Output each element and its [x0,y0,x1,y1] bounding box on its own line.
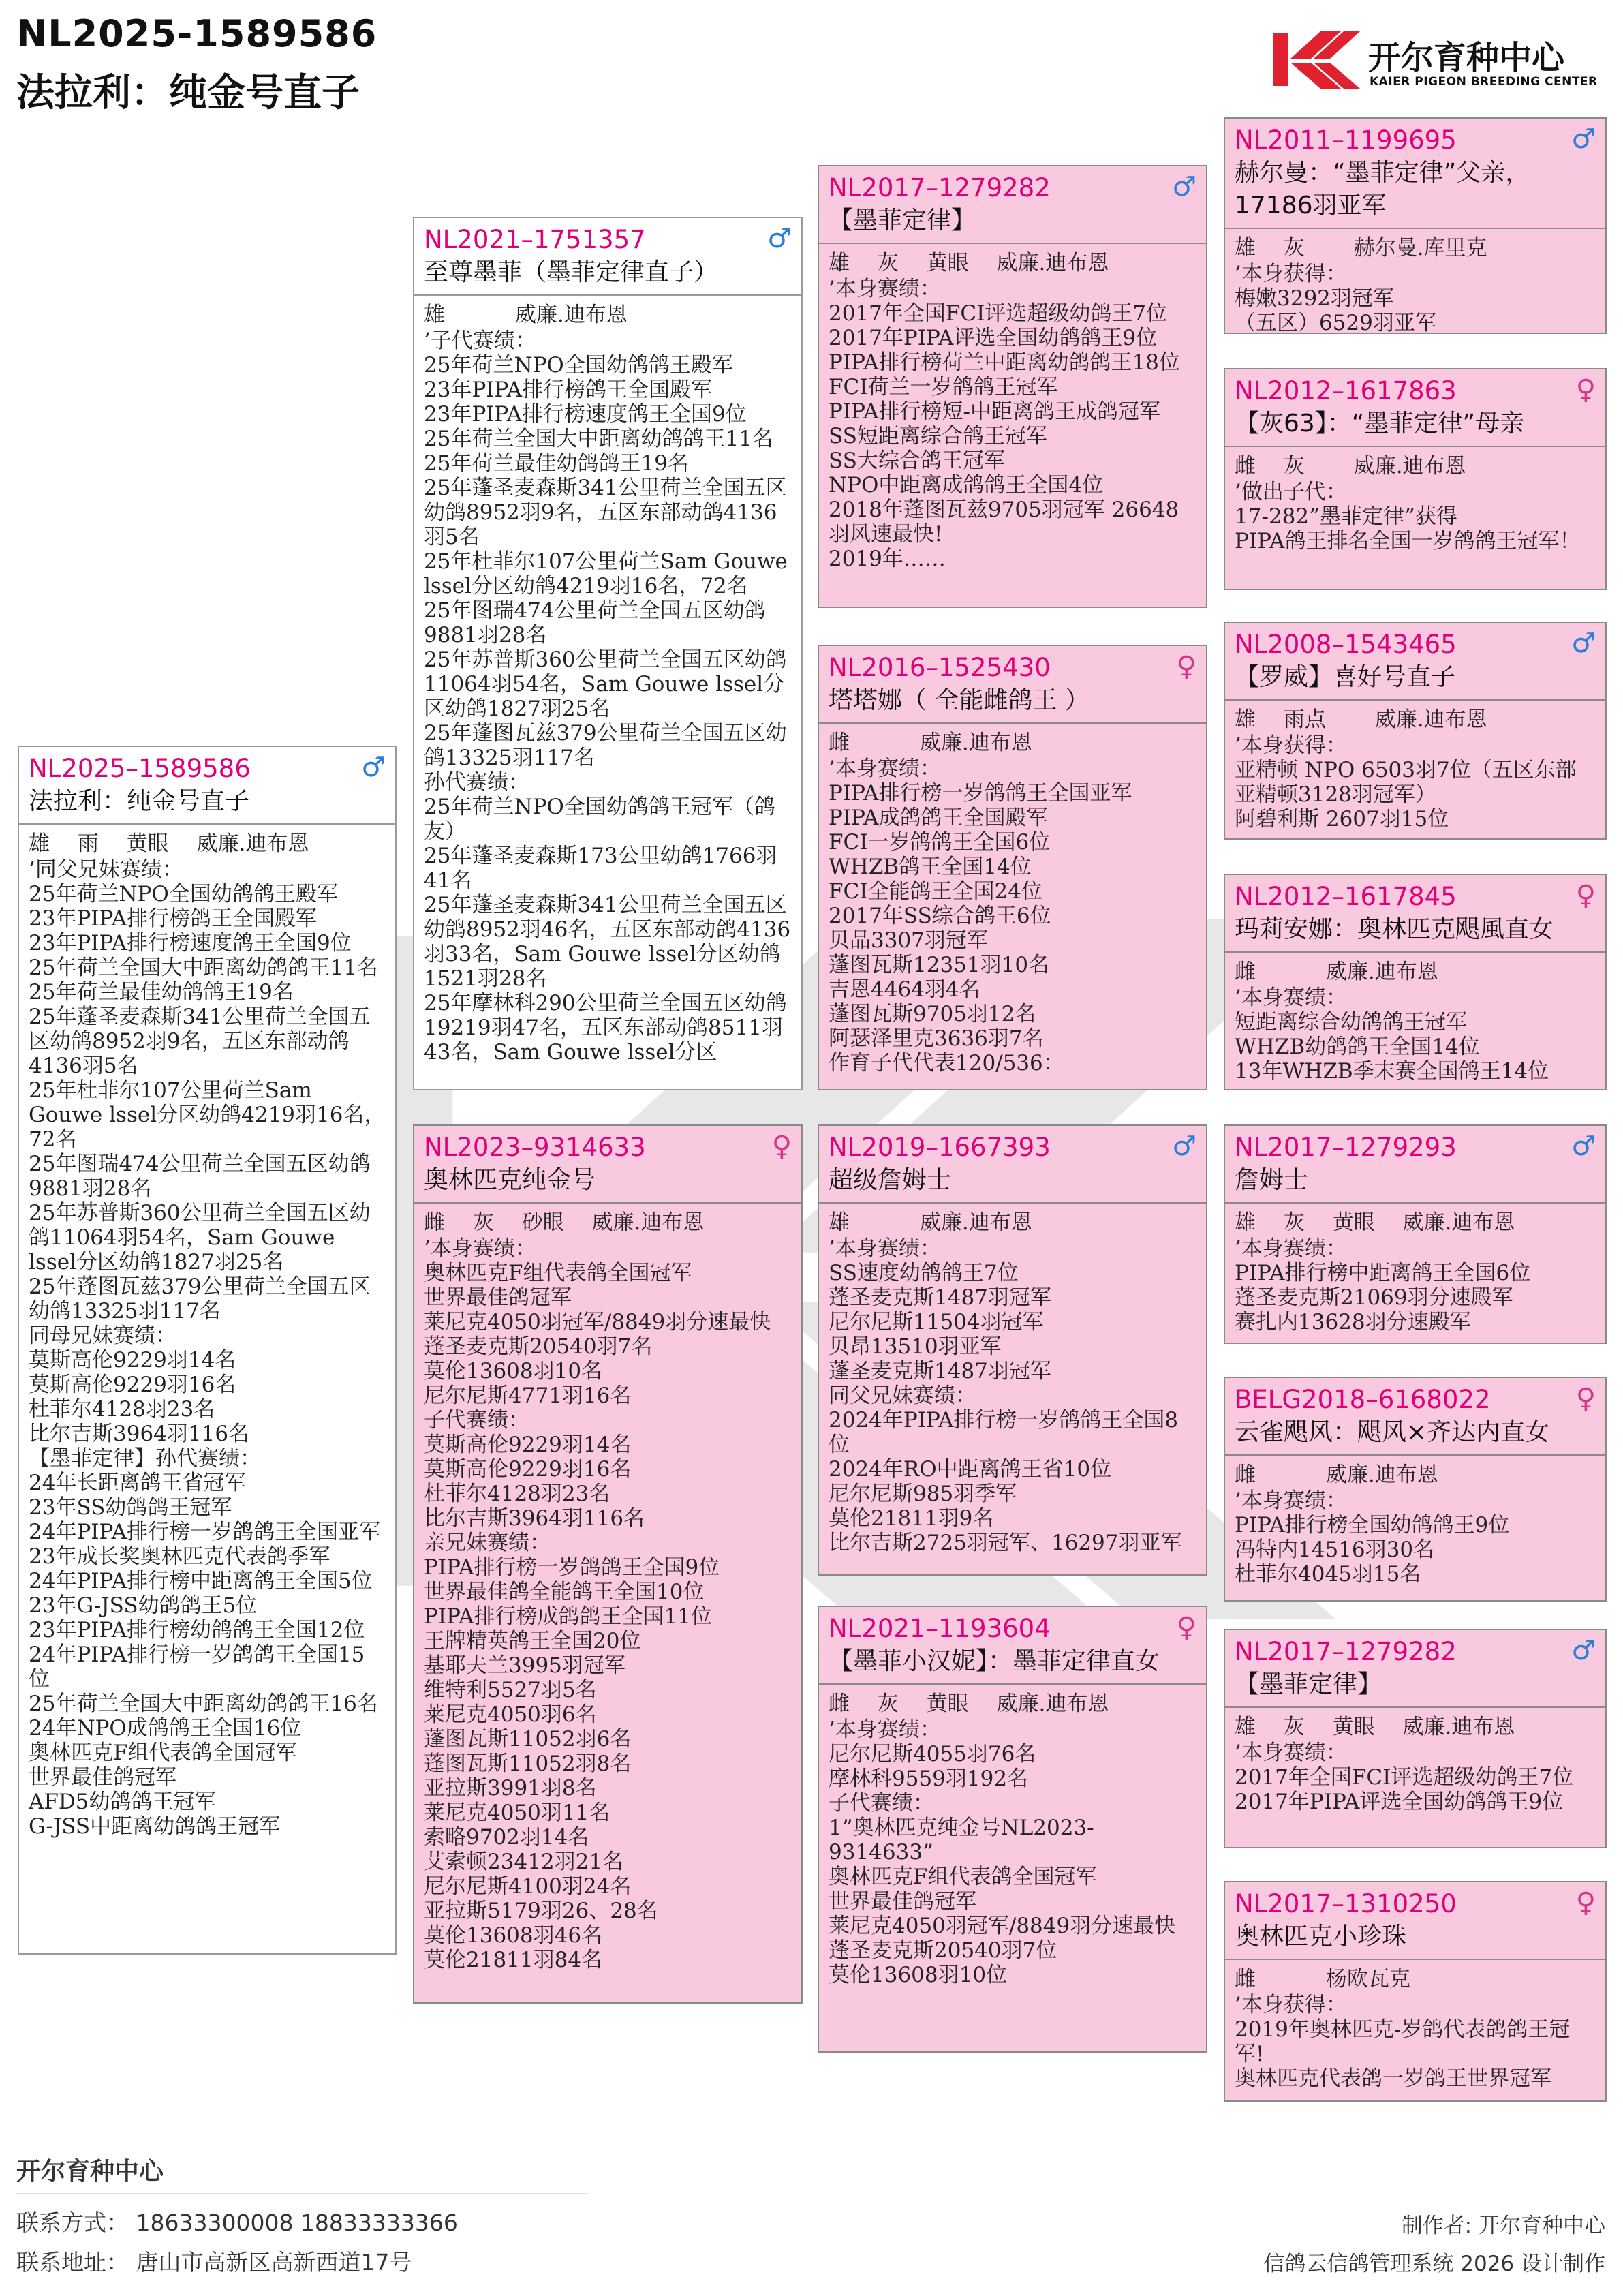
result-line: 莫伦13608羽10名 [424,1359,603,1383]
female-sex-icon: ♀ [1575,1383,1596,1414]
ring-number: NL2023–9314633 [424,1133,646,1162]
result-line: SS大综合鸽王冠军 [829,448,1005,473]
result-line: 莫伦13608羽46名 [424,1923,603,1948]
result-line: 亚拉斯3991羽8名 [424,1776,597,1801]
result-line: 25年蓬图瓦兹379公里荷兰全国五区幼鸽13325羽117名 [29,1274,371,1323]
result-line: 24年PIPA排行榜一岁鸽鸽王全国15位 [29,1642,365,1692]
ring-number: NL2025–1589586 [29,754,251,783]
result-line: 2017年PIPA评选全国幼鸽鸽王9位 [829,326,1158,350]
pedigree-card-ddd[interactable] [1224,1881,1607,2102]
result-line: 25年荷兰最佳幼鸽鸽王19名 [29,980,294,1005]
result-line: 25年蓬圣麦森斯341公里荷兰全国五区幼鸽8952羽9名，五区东部动鸽4136羽5名 [29,1005,371,1078]
female-sex-icon: ♀ [1575,1887,1596,1918]
result-line: 亚拉斯5179羽26、28名 [424,1899,658,1923]
result-line: 17-282”墨菲定律”获得 [1235,504,1457,529]
result-line: 23年PIPA排行榜幼鸽鸽王全国12位 [29,1618,365,1642]
result-line: 25年蓬圣麦森斯341公里荷兰全国五区幼鸽8952羽9名，五区东部动鸽4136羽5名 [424,476,787,549]
result-line: 1”奥林匹克纯金号NL2023-9314633” [829,1816,1094,1865]
race-results [1235,1741,1596,1814]
female-sex-icon: ♀ [771,1131,792,1162]
result-line: 2024年RO中距离鸽王省10位 [829,1457,1112,1482]
result-line: 比尔吉斯3964羽116名 [424,1506,645,1531]
result-line: 基耶夫兰3995羽冠军 [424,1653,625,1678]
race-results [29,857,386,1839]
result-line: 维特利5527羽5名 [424,1678,597,1702]
race-results [424,1236,792,1972]
pigeon-meta: 雌 灰 威廉.迪布恩 [1235,454,1466,478]
result-line: FCI荷兰一岁鸽鸽王冠军 [829,375,1058,399]
ring-number: NL2021–1751357 [424,225,646,254]
result-line: 梅嫩3292羽冠军 [1235,286,1394,311]
footer-address: 联系地址： 唐山市高新区高新西道17号 [16,2249,412,2276]
result-line: 蓬圣麦克斯1487羽冠军 [829,1359,1051,1383]
logo-chinese-name: 开尔育种中心 [1368,39,1565,77]
result-line: 子代赛绩： [424,1408,529,1433]
pigeon-name: 奥林匹克纯金号 [424,1166,596,1194]
ring-number: NL2017–1279293 [1235,1133,1457,1162]
result-line: 阿瑟泽里克3636羽7名 [829,1026,1044,1051]
race-results [1235,262,1596,334]
ring-number: NL2021–1193604 [829,1614,1051,1643]
result-line: 2017年全国FCI评选超级幼鸽王7位 [1235,1765,1574,1790]
result-line: 23年PIPA排行榜鸽王全国殿军 [424,378,712,402]
pigeon-meta: 雄 灰 黄眼 威廉.迪布恩 [829,251,1109,275]
male-sex-icon: ♂ [1571,1131,1596,1162]
result-line: 莱尼克4050羽6名 [424,1702,597,1727]
result-line: 尼尔尼斯4100羽24名 [424,1874,632,1899]
result-line: 25年蓬圣麦森斯173公里幼鸽1766羽41名 [424,844,777,893]
race-results [1235,1488,1596,1587]
footer-contact: 联系方式： 18633300008 18833333366 [16,2209,458,2236]
result-line: 杜菲尔4128羽23名 [29,1397,215,1422]
result-line: 23年成长奖奥林匹克代表鸽季军 [29,1544,330,1569]
result-line: 杜菲尔4128羽23名 [424,1482,610,1506]
result-line: NPO中距离成鸽鸽王全国4位 [829,473,1104,498]
male-sex-icon: ♂ [361,752,386,783]
pigeon-name: 【灰63】：“墨菲定律”母亲 [1235,410,1525,438]
pigeon-name: 【墨菲定律】 [1235,1670,1382,1698]
result-line: 同父兄妹赛绩： [829,1383,976,1408]
pedigree-card-ssd[interactable] [1224,368,1607,590]
result-line: 25年杜菲尔107公里荷兰Sam Gouwe lssel分区幼鸽4219羽16名，72名 [424,549,788,598]
pigeon-meta: 雌 灰 黄眼 威廉.迪布恩 [829,1692,1109,1716]
pigeon-meta: 雄 灰 黄眼 威廉.迪布恩 [1235,1715,1515,1739]
result-line: 同母兄妹赛绩： [29,1323,176,1348]
result-line: 世界最佳鸽冠军 [424,1285,572,1310]
result-line: 蓬图瓦斯11052羽6名 [424,1727,632,1751]
race-results [829,1236,1196,1555]
race-results [1235,1236,1596,1334]
result-line: 25年蓬图瓦兹379公里荷兰全国五区幼鸽13325羽117名 [424,721,787,770]
result-line: 24年PIPA排行榜中距离鸽王全国5位 [29,1569,373,1593]
race-results [829,277,1196,571]
result-line: 王牌精英鸽王全国20位 [424,1629,641,1653]
female-sex-icon: ♀ [1176,651,1196,682]
race-results [829,756,1196,1075]
result-line: 25年荷兰NPO全国幼鸽鸽王冠军（鸽友） [424,795,775,844]
pedigree-card-dss[interactable] [1224,1124,1607,1344]
pedigree-card-dsd[interactable] [1224,1377,1607,1602]
pedigree-card-sire[interactable] [413,217,803,1090]
result-line: WHZB鸽王全国14位 [829,855,1032,879]
result-line: SS速度幼鸽鸽王7位 [829,1261,1019,1285]
result-line: 蓬图瓦斯11052羽8名 [424,1751,632,1776]
race-results [829,1717,1196,1987]
result-line: （五区）6529羽亚军 [1235,311,1436,334]
result-line: 2019年奥林匹克-岁鸽代表鸽鸽王冠军! [1235,2017,1571,2066]
result-line: 孙代赛绩： [424,770,529,795]
pigeon-meta: 雌 威廉.迪布恩 [829,731,1032,755]
race-results [1235,1993,1596,2091]
result-line: PIPA排行榜全国幼鸽鸽王9位 [1235,1513,1510,1537]
ring-number: NL2019–1667393 [829,1133,1051,1162]
pigeon-name: 【罗威】喜好号直子 [1235,663,1456,691]
result-line: 2018年蓬图瓦兹9705羽冠军 26648羽风速最快! [829,498,1179,547]
result-line: WHZB幼鸽鸽王全国14位 [1235,1035,1480,1059]
result-line: 25年荷兰NPO全国幼鸽鸽王殿军 [424,353,733,378]
watermark-logo-icon [232,886,1390,1636]
result-line: 莱尼克4050羽11名 [424,1801,610,1825]
result-line: 亚精顿 NPO 6503羽7位（五区东部 亚精顿3128羽冠军） [1235,758,1577,807]
result-line: ’本身赛绩： [1235,985,1347,1010]
result-line: 25年荷兰全国大中距离幼鸽鸽王16名 [29,1692,378,1716]
male-sex-icon: ♂ [1571,1635,1596,1666]
result-line: 25年摩林科290公里荷兰全国五区幼鸽19219羽47名，五区东部动鸽8511羽43名，Sam Gouwe lssel分区 [424,991,787,1065]
male-sex-icon: ♂ [1172,1131,1196,1162]
result-line: 杜菲尔4045羽15名 [1235,1562,1421,1587]
result-line: 赛扎内13628羽分速殿军 [1235,1310,1471,1334]
result-line: 比尔吉斯3964羽116名 [29,1422,250,1446]
result-line: ’本身赛绩： [1235,1488,1347,1513]
result-line: 尼尔尼斯11504羽冠军 [829,1310,1044,1334]
result-line: 世界最佳鸽全能鸽王全国10位 [424,1580,705,1604]
result-line: 25年荷兰全国大中距离幼鸽鸽王11名 [424,427,773,451]
result-line: 索略9702羽14名 [424,1825,589,1850]
female-sex-icon: ♀ [1575,880,1596,911]
result-line: ’本身获得： [1235,733,1347,758]
result-line: PIPA成鸽鸽王全国殿军 [829,806,1048,830]
result-line: ’同父兄妹赛绩： [29,857,183,882]
kaier-logo-mark-icon [1273,29,1361,90]
result-line: 23年SS幼鸽鸽王冠军 [29,1495,232,1520]
result-line: PIPA排行榜中距离鸽王全国6位 [1235,1261,1531,1285]
result-line: ’本身赛绩： [1235,1741,1347,1765]
result-line: 2017年PIPA评选全国幼鸽鸽王9位 [1235,1790,1564,1814]
result-line: ’做出子代： [1235,480,1347,504]
result-line: 莫斯高伦9229羽16名 [424,1457,632,1482]
result-line: 蓬圣麦克斯21069羽分速殿军 [1235,1285,1513,1310]
pigeon-meta: 雄 威廉.迪布恩 [829,1210,1032,1235]
result-line: 艾索顿23412羽21名 [424,1850,624,1874]
result-line: 摩林科9559羽192名 [829,1766,1029,1791]
result-line: PIPA鸽王排名全国一岁鸽鸽王冠军！ [1235,529,1581,553]
ring-number: NL2017–1279282 [829,173,1051,202]
ring-number: NL2011–1199695 [1235,125,1457,155]
pigeon-name: 奥林匹克小珍珠 [1235,1923,1407,1950]
result-line: 莱尼克4050羽冠军/8849羽分速最快 [829,1914,1176,1938]
result-line: PIPA排行榜成鸽鸽王全国11位 [424,1604,712,1629]
result-line: 尼尔尼斯4055羽76名 [829,1742,1036,1766]
result-line: 吉恩4464羽4名 [829,977,980,1002]
footer-system: 信鸽云信鸽管理系统 2026 设计制作 [1263,2252,1605,2276]
pigeon-meta: 雌 灰 砂眼 威廉.迪布恩 [424,1210,705,1235]
result-line: 尼尔尼斯985羽季军 [829,1482,1017,1506]
result-line: 世界最佳鸽冠军 [829,1889,976,1914]
race-results [424,328,792,1065]
result-line: 13年WHZB季末赛全国鸽王14位 [1235,1059,1549,1084]
result-line: 25年荷兰最佳幼鸽鸽王19名 [424,451,689,476]
pigeon-meta: 雄 灰 赫尔曼.库里克 [1235,236,1487,260]
pigeon-name: 赫尔曼：“墨菲定律”父亲，17186羽亚军 [1235,159,1530,219]
pigeon-name: 玛莉安娜：奥林匹克飓風直女 [1235,915,1554,943]
result-line: 奥林匹克代表鸽一岁鸽王世界冠军 [1235,2066,1551,2091]
kaier-logo [1273,26,1607,94]
logo-english-name: KAIER PIGEON BREEDING CENTER [1370,75,1598,89]
male-sex-icon: ♂ [1172,171,1196,202]
result-line: 莫伦21811羽9名 [829,1506,994,1531]
pigeon-name: 至尊墨菲（墨菲定律直子） [424,258,719,286]
result-line: 比尔吉斯2725羽冠军、16297羽亚军 [829,1531,1182,1555]
result-line: 短距离综合幼鸽鸽王冠军 [1235,1010,1467,1035]
pigeon-meta: 雌 威廉.迪布恩 [1235,1463,1438,1487]
footer-org-name: 开尔育种中心 [16,2158,164,2186]
pigeon-name: 法拉利：纯金号直子 [29,787,250,815]
race-results [1235,733,1596,831]
result-line: ’本身赛绩： [829,1236,941,1261]
result-line: 奥林匹克F组代表鸽全国冠军 [29,1741,297,1765]
result-line: 冯特内14516羽30名 [1235,1537,1435,1562]
result-line: 24年NPO成鸽鸽王全国16位 [29,1716,302,1741]
result-line: 贝品3307羽冠军 [829,928,988,953]
result-line: 子代赛绩： [829,1791,934,1816]
result-line: 25年图瑞474公里荷兰全国五区幼鸽9881羽28名 [424,598,766,647]
result-line: 24年长距离鸽王省冠军 [29,1471,246,1495]
result-line: 2024年PIPA排行榜一岁鸽鸽王全国8位 [829,1408,1179,1457]
pedigree-card-sire-dam[interactable] [818,645,1207,1090]
ring-number: NL2012–1617845 [1235,882,1457,911]
ring-number: NL2008–1543465 [1235,630,1457,659]
result-line: 23年PIPA排行榜速度鸽王全国9位 [424,402,747,427]
result-line: 莫伦13608羽10位 [829,1963,1008,1987]
result-line: 莫斯高伦9229羽16名 [29,1373,236,1397]
result-line: 莫斯高伦9229羽14名 [424,1433,632,1457]
result-line: 蓬圣麦克斯1487羽冠军 [829,1285,1051,1310]
result-line: 奥林匹克F组代表鸽全国冠军 [424,1261,692,1285]
result-line: 蓬图瓦斯9705羽12名 [829,1002,1036,1026]
ring-number: BELG2018–6168022 [1235,1385,1491,1414]
result-line: 23年G-JSS幼鸽鸽王5位 [29,1593,258,1618]
pedigree-card-sdd[interactable] [1224,874,1607,1090]
pigeon-meta: 雄 灰 黄眼 威廉.迪布恩 [1235,1210,1515,1235]
pigeon-meta: 雌 威廉.迪布恩 [1235,960,1438,984]
result-line: 尼尔尼斯4771羽16名 [424,1383,632,1408]
result-line: 莫斯高伦9229羽14名 [29,1348,236,1373]
pedigree-card-sire-sire[interactable] [818,165,1207,608]
result-line: 25年荷兰NPO全国幼鸽鸽王殿军 [29,882,338,906]
pigeon-meta: 雄 雨点 威廉.迪布恩 [1235,707,1487,732]
result-line: 2017年全国FCI评选超级幼鸽王7位 [829,301,1168,326]
result-line: ’本身赛绩： [829,277,941,301]
pigeon-name: 詹姆士 [1235,1166,1309,1194]
result-line: 2019年…… [829,547,946,571]
page-ring-number: NL2025-1589586 [16,12,377,55]
result-line: 25年蓬圣麦森斯341公里荷兰全国五区幼鸽8952羽46名，五区东部动鸽4136羽33名，Sam Gouwe lssel分区幼鸽1521羽28名 [424,893,791,991]
pedigree-card-dam[interactable] [413,1124,803,2004]
result-line: 2017年SS综合鸽王6位 [829,904,1051,928]
pigeon-name: 【墨菲定律】 [829,206,976,234]
result-line: 奥林匹克F组代表鸽全国冠军 [829,1865,1097,1889]
result-line: 25年杜菲尔107公里荷兰Sam Gouwe lssel分区幼鸽4219羽16名，72名 [29,1078,386,1152]
result-line: 亲兄妹赛绩： [424,1531,551,1555]
result-line: ’本身获得： [1235,262,1347,286]
result-line: 贝昂13510羽亚军 [829,1334,1002,1359]
ring-number: NL2012–1617863 [1235,376,1457,405]
result-line: PIPA排行榜一岁鸽鸽王全国亚军 [829,781,1132,806]
pedigree-card-sss[interactable] [1224,117,1607,334]
result-line: 25年图瑞474公里荷兰全国五区幼鸽9881羽28名 [29,1152,371,1201]
result-line: ’本身赛绩： [1235,1236,1347,1261]
ring-number: NL2017–1310250 [1235,1889,1457,1918]
result-line: AFD5幼鸽鸽王冠军 [29,1790,216,1814]
pigeon-name: 云雀飓风：飓风×齐达内直女 [1235,1418,1550,1446]
result-line: ’子代赛绩： [424,328,536,353]
result-line: 蓬图瓦斯12351羽10名 [829,953,1050,977]
footer-divider [16,2193,589,2194]
pedigree-card-sds[interactable] [1224,622,1607,840]
race-results [1235,480,1596,553]
pigeon-meta: 雌 杨欧瓦克 [1235,1967,1410,1991]
result-line: 25年苏普斯360公里荷兰全国五区幼鸽11064羽54名，Sam Gouwe lssel分区幼鸽1827羽25名 [424,647,787,721]
result-line: 25年荷兰全国大中距离幼鸽鸽王11名 [29,955,378,980]
result-line: FCI全能鸽王全国24位 [829,879,1042,904]
result-line: SS短距离综合鸽王冠军 [829,424,1047,448]
pigeon-meta: 雄 威廉.迪布恩 [424,303,628,327]
result-line: FCI一岁鸽鸽王全国6位 [829,830,1051,855]
female-sex-icon: ♀ [1176,1612,1196,1643]
male-sex-icon: ♂ [1571,123,1596,155]
page-title: 法拉利：纯金号直子 [16,71,360,115]
result-line: 蓬圣麦克斯20540羽7名 [424,1334,653,1359]
result-line: PIPA排行榜短-中距离鸽王成鸽冠军 [829,399,1160,424]
pedigree-card-dam-dam[interactable] [818,1606,1207,2053]
result-line: ’本身赛绩： [829,1717,941,1742]
result-line: 24年PIPA排行榜一岁鸽鸽王全国亚军 [29,1520,380,1544]
pigeon-meta: 雄 雨 黄眼 威廉.迪布恩 [29,831,309,856]
result-line: 作育子代代表120/536： [829,1051,1064,1075]
pigeon-name: 超级詹姆士 [829,1166,952,1194]
result-line: 蓬圣麦克斯20540羽7位 [829,1938,1057,1963]
pigeon-name: 塔塔娜（ 全能雌鸽王 ） [829,686,1089,714]
result-line: 阿碧利斯 2607羽15位 [1235,807,1449,831]
result-line: 23年PIPA排行榜速度鸽王全国9位 [29,931,352,955]
result-line: PIPA排行榜一岁鸽鸽王全国9位 [424,1555,720,1580]
pedigree-card-subject[interactable] [18,746,397,1955]
ring-number: NL2017–1279282 [1235,1637,1457,1666]
result-line: ’本身赛绩： [829,756,941,781]
race-results [1235,985,1596,1084]
male-sex-icon: ♂ [1571,628,1596,659]
result-line: PIPA排行榜荷兰中距离幼鸽鸽王18位 [829,350,1180,375]
ring-number: NL2016–1525430 [829,653,1051,682]
result-line: 世界最佳鸽冠军 [29,1765,176,1790]
male-sex-icon: ♂ [767,223,792,254]
result-line: 25年苏普斯360公里荷兰全国五区幼鸽11064羽54名，Sam Gouwe lssel分区幼鸽1827羽25名 [29,1201,371,1274]
result-line: G-JSS中距离幼鸽鸽王冠军 [29,1814,281,1839]
result-line: 【墨菲定律】孙代赛绩： [29,1446,261,1471]
pedigree-card-dds[interactable] [1224,1629,1607,1848]
result-line: 莫伦21811羽84名 [424,1948,603,1972]
pigeon-name: 【墨菲小汉妮】：墨菲定律直女 [829,1647,1160,1675]
result-line: 23年PIPA排行榜鸽王全国殿军 [29,906,317,931]
pedigree-card-dam-sire[interactable] [818,1124,1207,1576]
result-line: ’本身获得： [1235,1993,1347,2017]
result-line: ’本身赛绩： [424,1236,536,1261]
result-line: 莱尼克4050羽冠军/8849羽分速最快 [424,1310,771,1334]
female-sex-icon: ♀ [1575,374,1596,405]
footer-maker: 制作者: 开尔育种中心 [1401,2214,1605,2238]
